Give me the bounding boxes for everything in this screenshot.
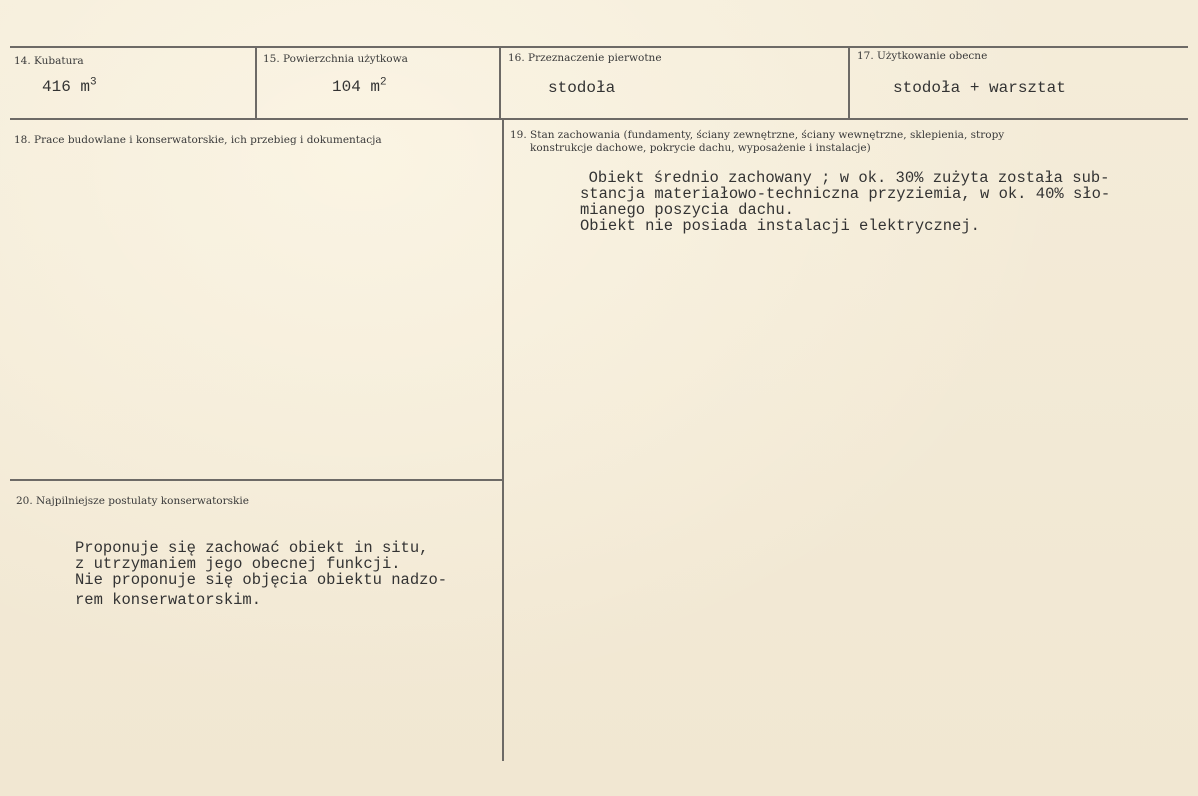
section18-bottom-line bbox=[10, 479, 502, 481]
field-15-value bbox=[332, 78, 387, 96]
field-19-label-line1: 19. Stan zachowania (fundamenty, ściany zewnętrzne, ściany wewnętrzne, sklepienia, stropy bbox=[510, 129, 1005, 141]
field-20-text-line-2: z utrzymaniem jego obecnej funkcji. bbox=[75, 555, 401, 573]
divider-16-17 bbox=[848, 47, 850, 119]
top-border-line bbox=[10, 46, 1188, 48]
field-14-value-text: 416 m bbox=[42, 78, 91, 96]
field-19-text-line-2: stancja materiałowo-techniczna przyziemia, w ok. 40% sło- bbox=[580, 185, 1111, 203]
field-18-label: 18. Prace budowlane i konserwatorskie, ich przebieg i dokumentacja bbox=[14, 134, 382, 146]
divider-14-15 bbox=[255, 47, 257, 119]
field-15-value-text: 104 m bbox=[332, 78, 381, 96]
divider-15-16 bbox=[499, 47, 501, 119]
field-14-label: 14. Kubatura bbox=[14, 55, 84, 67]
row1-bottom-line bbox=[10, 118, 1188, 120]
field-16-label: 16. Przeznaczenie pierwotne bbox=[508, 52, 662, 64]
field-20-text-line-1: Proponuje się zachować obiekt in situ, bbox=[75, 539, 429, 557]
field-19-text-line-4: Obiekt nie posiada instalacji elektrycznej. bbox=[580, 217, 980, 235]
field-17-value: stodoła + warsztat bbox=[893, 79, 1066, 97]
field-20-text-line-3: Nie proponuje się objęcia obiektu nadzo- bbox=[75, 571, 448, 589]
field-20-text-line-4: rem konserwatorskim. bbox=[75, 591, 262, 609]
field-19-text-line-3: mianego poszycia dachu. bbox=[580, 201, 794, 219]
field-16-value: stodoła bbox=[548, 79, 616, 97]
field-17-label: 17. Użytkowanie obecne bbox=[857, 50, 988, 62]
field-19-text-line-1: Obiekt średnio zachowany ; w ok. 30% zużyta została sub- bbox=[570, 169, 1110, 187]
field-14-value bbox=[42, 78, 97, 96]
main-column-divider bbox=[502, 119, 504, 761]
field-15-unit-exponent: 2 bbox=[380, 76, 387, 89]
field-20-label: 20. Najpilniejsze postulaty konserwatorskie bbox=[16, 495, 249, 507]
field-15-label: 15. Powierzchnia użytkowa bbox=[263, 53, 408, 65]
field-14-unit-exponent: 3 bbox=[90, 76, 97, 89]
field-19-label-line2: konstrukcje dachowe, pokrycie dachu, wyposażenie i instalacje) bbox=[530, 142, 871, 154]
